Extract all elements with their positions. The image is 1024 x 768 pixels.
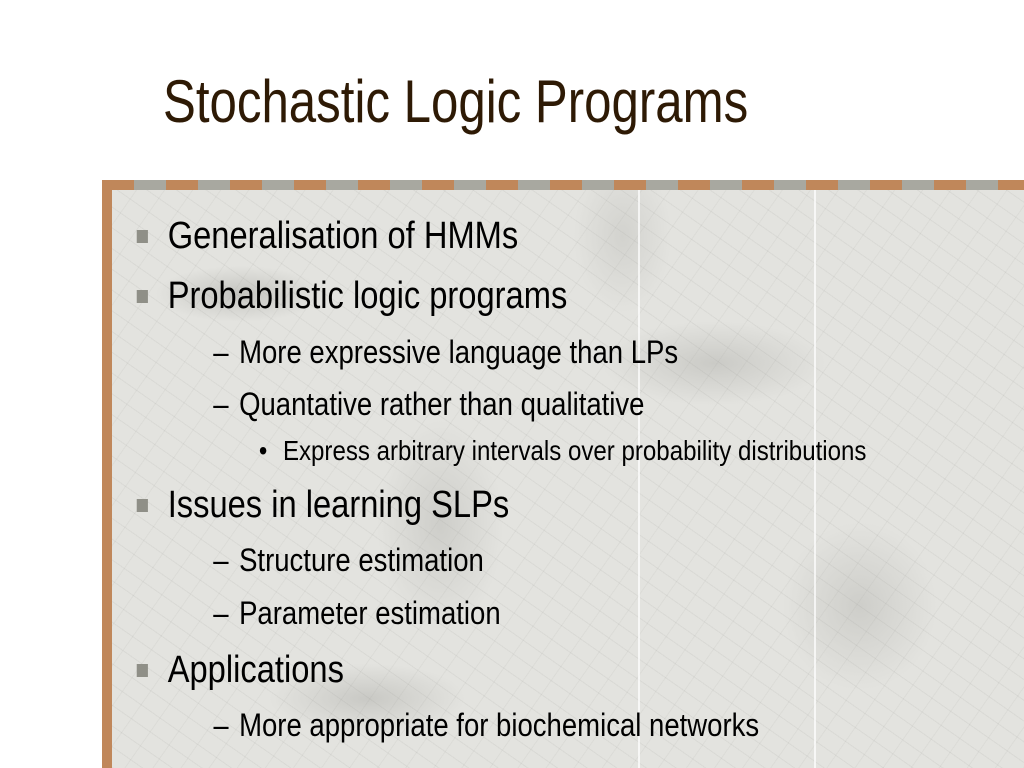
- dash-marker: –: [213, 386, 229, 422]
- bullet-text: Applications: [167, 649, 344, 691]
- sub-bullet-item: [213, 541, 484, 579]
- panel-seam: [638, 190, 640, 768]
- dash-marker: –: [213, 542, 229, 578]
- sub-bullet-item: [213, 594, 501, 632]
- sub-bullet-item: [213, 385, 645, 423]
- dash-marker: –: [213, 334, 229, 370]
- slide-title: Stochastic Logic Programs: [163, 68, 749, 135]
- dash-marker: –: [213, 707, 229, 743]
- bullet-item: [168, 483, 510, 527]
- bullet-text: More expressive language than LPs: [239, 334, 679, 370]
- bullet-text: Issues in learning SLPs: [167, 484, 510, 526]
- square-bullet-icon: [137, 664, 148, 677]
- bullet-text: Parameter estimation: [239, 595, 501, 631]
- sub-bullet-item: [213, 333, 679, 371]
- sub-sub-bullet-item: [258, 434, 867, 468]
- bullet-text: Probabilistic logic programs: [167, 275, 568, 317]
- bullet-text: Structure estimation: [239, 542, 484, 578]
- square-bullet-icon: [137, 499, 148, 512]
- bullet-item: [168, 214, 519, 258]
- bullet-item: [168, 648, 344, 692]
- panel-seam: [814, 190, 816, 768]
- square-bullet-icon: [137, 290, 148, 303]
- square-bullet-icon: [137, 230, 148, 243]
- bullet-text: Quantative rather than qualitative: [239, 386, 645, 422]
- bullet-text: Express arbitrary intervals over probability distributions: [282, 435, 867, 466]
- sub-bullet-item: [213, 706, 760, 744]
- bullet-item: [168, 274, 568, 318]
- dot-marker: •: [258, 435, 268, 466]
- bullet-text: More appropriate for biochemical networks: [239, 707, 760, 743]
- dash-marker: –: [213, 595, 229, 631]
- bullet-text: Generalisation of HMMs: [167, 215, 519, 257]
